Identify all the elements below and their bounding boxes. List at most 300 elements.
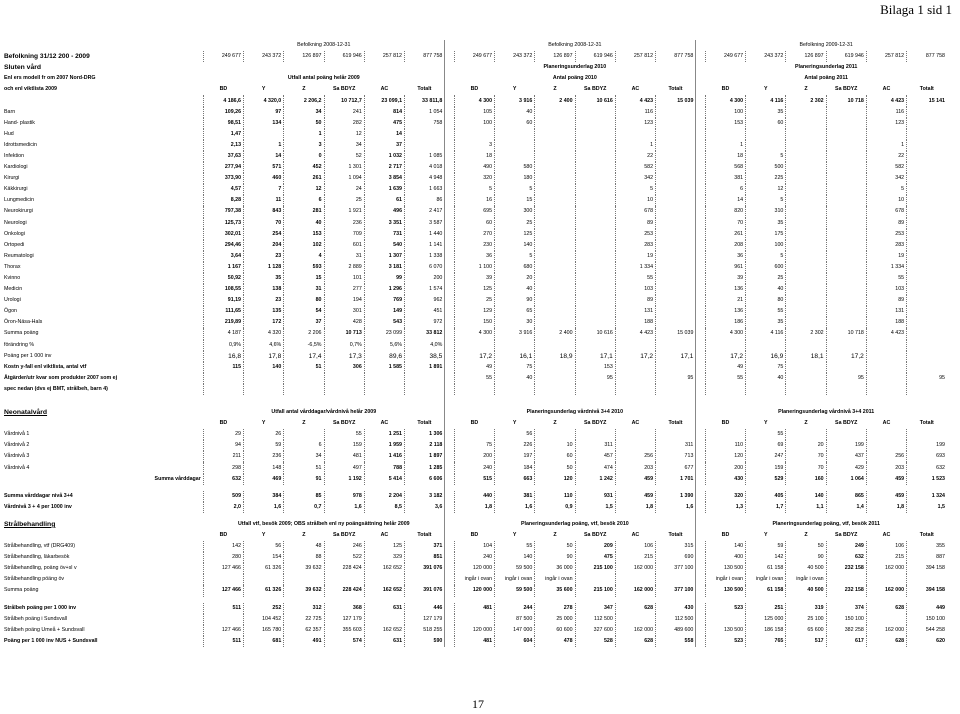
b2-value-3 bbox=[575, 273, 615, 284]
b3-value-0: 320 bbox=[705, 491, 745, 502]
b3-value-1: 5 bbox=[746, 151, 786, 162]
b3-value-3 bbox=[826, 162, 866, 173]
b1-value-2: 22 725 bbox=[284, 614, 324, 625]
b2-value-5: 15 039 bbox=[656, 95, 696, 106]
b2-value-1: 16,1 bbox=[495, 351, 535, 362]
b1-value-3: 1 921 bbox=[324, 206, 364, 217]
b2-value-3: 95 bbox=[575, 373, 615, 384]
b2-value-2: 90 bbox=[535, 552, 575, 563]
b1-value-0: 509 bbox=[203, 491, 243, 502]
b2-value-4: 162 000 bbox=[615, 585, 655, 596]
b2-value-4: 162 000 bbox=[615, 563, 655, 574]
b1-value-2: 3 bbox=[284, 140, 324, 151]
gap-cell bbox=[696, 229, 705, 240]
b2-value-3 bbox=[575, 295, 615, 306]
column-header: Z bbox=[302, 420, 306, 427]
b3-value-0 bbox=[705, 384, 745, 395]
b1-value-2: 1 bbox=[284, 129, 324, 140]
b3-value-5 bbox=[907, 151, 947, 162]
b2-value-1: 197 bbox=[495, 451, 535, 462]
b2-value-0: 17,2 bbox=[454, 351, 494, 362]
gap-cell bbox=[696, 262, 705, 273]
b3-value-0: 6 bbox=[705, 184, 745, 195]
b2-value-3: 619 946 bbox=[575, 51, 615, 62]
b2-value-2 bbox=[535, 195, 575, 206]
b1-value-0: 127 466 bbox=[203, 585, 243, 596]
b1-value-3: 301 bbox=[324, 306, 364, 317]
b3-value-5: 887 bbox=[907, 552, 947, 563]
gap-cell bbox=[445, 541, 454, 552]
b1-value-1: 236 bbox=[244, 451, 284, 462]
b1-value-3: 282 bbox=[324, 118, 364, 129]
b1-value-4: 3 181 bbox=[364, 262, 404, 273]
gap-cell bbox=[696, 195, 705, 206]
b3-value-2 bbox=[786, 306, 826, 317]
b1-value-0: 142 bbox=[203, 541, 243, 552]
b2-value-0: 55 bbox=[454, 373, 494, 384]
b1-value-4: 14 bbox=[364, 129, 404, 140]
b3-value-3: 1,4 bbox=[826, 502, 866, 513]
b3-value-0: 136 bbox=[705, 284, 745, 295]
b2-value-2 bbox=[535, 295, 575, 306]
b2-value-1: 226 bbox=[495, 440, 535, 451]
b1-value-5: 4 948 bbox=[405, 173, 445, 184]
b2-value-4: 459 bbox=[615, 491, 655, 502]
b2-value-1: 580 bbox=[495, 162, 535, 173]
column-header: Totalt bbox=[919, 531, 934, 538]
column-header: Z bbox=[804, 420, 808, 427]
row-label: Neurokirurgi bbox=[4, 208, 33, 215]
column-header: BD bbox=[470, 531, 479, 538]
b3-value-5: 95 bbox=[907, 373, 947, 384]
gap-cell bbox=[445, 73, 454, 84]
column-header: AC bbox=[631, 86, 640, 93]
b2-value-3 bbox=[575, 229, 615, 240]
b2-value-2 bbox=[535, 107, 575, 118]
row-label: Käkkirurgi bbox=[4, 186, 28, 193]
b2-value-5 bbox=[656, 284, 696, 295]
b3-value-4 bbox=[866, 384, 906, 395]
b1-value-1: 1,6 bbox=[244, 502, 284, 513]
b2-value-5 bbox=[656, 574, 696, 585]
b3-value-3: 249 bbox=[826, 541, 866, 552]
b2-value-5 bbox=[656, 229, 696, 240]
b1-value-5: 1 440 bbox=[405, 229, 445, 240]
b2-value-2 bbox=[535, 429, 575, 440]
b3-value-1: 243 372 bbox=[746, 51, 786, 62]
b1-value-3: 10 712,7 bbox=[324, 95, 364, 106]
b1-value-0: 302,01 bbox=[203, 229, 243, 240]
b1-value-5: 6 606 bbox=[405, 474, 445, 485]
b1-value-1: 571 bbox=[244, 162, 284, 173]
b3-value-1: 12 bbox=[746, 184, 786, 195]
b1-value-5: 200 bbox=[405, 273, 445, 284]
b1-value-3: 159 bbox=[324, 440, 364, 451]
b2-value-3 bbox=[575, 574, 615, 585]
gap-cell bbox=[696, 51, 705, 62]
b1-value-0: 111,65 bbox=[203, 306, 243, 317]
b2-value-2 bbox=[535, 129, 575, 140]
b3-value-3: 199 bbox=[826, 440, 866, 451]
b3-value-1: 251 bbox=[746, 603, 786, 614]
b1-value-3: 12 bbox=[324, 129, 364, 140]
b1-value-4: 631 bbox=[364, 603, 404, 614]
b2-value-4 bbox=[615, 384, 655, 395]
b3-value-4: 103 bbox=[866, 284, 906, 295]
b2-value-0 bbox=[454, 384, 494, 395]
b1-value-1: 843 bbox=[244, 206, 284, 217]
b2-value-3 bbox=[575, 140, 615, 151]
b2-value-0: 120 000 bbox=[454, 585, 494, 596]
b2-value-4 bbox=[615, 614, 655, 625]
b1-value-5: 3 182 bbox=[405, 491, 445, 502]
b3-value-4: 4 423 bbox=[866, 95, 906, 106]
b3-value-0: 208 bbox=[705, 240, 745, 251]
b1-value-3: 34 bbox=[324, 140, 364, 151]
gap-cell bbox=[445, 251, 454, 262]
b2-value-5 bbox=[656, 240, 696, 251]
b3-value-4: 22 bbox=[866, 151, 906, 162]
b1-value-5: 391 076 bbox=[405, 563, 445, 574]
b2-value-4: 116 bbox=[615, 107, 655, 118]
b2-value-5: 311 bbox=[656, 440, 696, 451]
b1-value-1: 1 bbox=[244, 140, 284, 151]
gap-cell bbox=[696, 585, 705, 596]
b2-value-4: 4 423 bbox=[615, 328, 655, 339]
b1-value-1: 1 128 bbox=[244, 262, 284, 273]
b3-value-4: 628 bbox=[866, 636, 906, 647]
b1-value-4: 631 bbox=[364, 636, 404, 647]
b1-value-4: 1 639 bbox=[364, 184, 404, 195]
gap-cell bbox=[696, 273, 705, 284]
row-label: Kostn y-fall enl viktlista, antal vtf bbox=[4, 363, 87, 370]
summa-niva-row bbox=[2, 491, 947, 502]
specialty-row bbox=[2, 118, 947, 129]
b1-value-4 bbox=[364, 384, 404, 395]
b1-value-5: 590 bbox=[405, 636, 445, 647]
b2-value-4: 89 bbox=[615, 295, 655, 306]
b3-value-3: 232 158 bbox=[826, 585, 866, 596]
b2-value-5: 17,1 bbox=[656, 351, 696, 362]
b3-value-4: 283 bbox=[866, 240, 906, 251]
b2-value-4: 628 bbox=[615, 603, 655, 614]
b3-value-1: 16,9 bbox=[746, 351, 786, 362]
b1-value-3: 709 bbox=[324, 229, 364, 240]
b3-value-1: 175 bbox=[746, 229, 786, 240]
b2-value-2 bbox=[535, 284, 575, 295]
b2-value-3 bbox=[575, 184, 615, 195]
row-label: Hud bbox=[4, 130, 14, 137]
b2-value-2: 50 bbox=[535, 541, 575, 552]
b2-value-4: 162 000 bbox=[615, 625, 655, 636]
b3-value-5: 150 100 bbox=[907, 614, 947, 625]
b1-value-3: 228 424 bbox=[324, 563, 364, 574]
b1-value-5: 4,0% bbox=[405, 340, 445, 351]
b1-value-3: 1 094 bbox=[324, 173, 364, 184]
b3-value-4: 5 bbox=[866, 184, 906, 195]
b2-value-5: 95 bbox=[656, 373, 696, 384]
b1-value-1: 172 bbox=[244, 317, 284, 328]
b2-value-2 bbox=[535, 273, 575, 284]
b2-value-0: 240 bbox=[454, 552, 494, 563]
b1-value-2: 126 897 bbox=[284, 51, 324, 62]
gap-cell bbox=[445, 474, 454, 485]
gap-cell bbox=[445, 384, 454, 395]
b1-value-0: 1 167 bbox=[203, 262, 243, 273]
b3-value-2: 50 bbox=[786, 541, 826, 552]
b2-value-0: 60 bbox=[454, 218, 494, 229]
b3-value-1: 5 bbox=[746, 195, 786, 206]
b3-value-0: 523 bbox=[705, 603, 745, 614]
b1-value-1: 4 320,0 bbox=[244, 95, 284, 106]
b2-value-5: 877 758 bbox=[656, 51, 696, 62]
b3-value-2 bbox=[786, 240, 826, 251]
row-label: Befolkning 31/12 200 - 2009 bbox=[4, 53, 90, 61]
b1-value-5: 877 758 bbox=[405, 51, 445, 62]
b1-value-2: 12 bbox=[284, 184, 324, 195]
b2-value-3: 215 100 bbox=[575, 563, 615, 574]
b1-value-1: 11 bbox=[244, 195, 284, 206]
column-header: Y bbox=[261, 86, 266, 93]
b3-value-4: 10 bbox=[866, 195, 906, 206]
specialty-row bbox=[2, 306, 947, 317]
b2-value-0: 695 bbox=[454, 206, 494, 217]
b2-value-4: 459 bbox=[615, 474, 655, 485]
b3-value-5 bbox=[907, 195, 947, 206]
b3-value-1: 35 bbox=[746, 218, 786, 229]
b1-value-0: 211 bbox=[203, 451, 243, 462]
b1-value-5: 4 018 bbox=[405, 162, 445, 173]
gap-cell bbox=[696, 107, 705, 118]
row-label: Strålbehandling, poäng öv+sl v bbox=[4, 565, 77, 572]
b2-value-0: 120 000 bbox=[454, 563, 494, 574]
b2-value-5 bbox=[656, 273, 696, 284]
gap-cell bbox=[696, 636, 705, 647]
b2-value-2 bbox=[535, 184, 575, 195]
row-label: Vårdnivå 4 bbox=[4, 464, 30, 471]
b3-value-4: 89 bbox=[866, 218, 906, 229]
b2-value-2: 2 400 bbox=[535, 328, 575, 339]
b2-value-1: 300 bbox=[495, 206, 535, 217]
b1-value-2: 51 bbox=[284, 362, 324, 373]
b1-value-1: 70 bbox=[244, 218, 284, 229]
b1-value-4: 496 bbox=[364, 206, 404, 217]
b1-value-4: 125 bbox=[364, 541, 404, 552]
stral-row bbox=[2, 552, 947, 563]
b3-value-2: 18,1 bbox=[786, 351, 826, 362]
b3-value-3 bbox=[826, 262, 866, 273]
b1-value-1: 252 bbox=[244, 603, 284, 614]
b1-value-5: 3,6 bbox=[405, 502, 445, 513]
b3-value-5 bbox=[907, 295, 947, 306]
b1-value-2: 6 bbox=[284, 195, 324, 206]
b3-value-4: 162 000 bbox=[866, 625, 906, 636]
b2-value-5 bbox=[656, 195, 696, 206]
b1-value-2: 51 bbox=[284, 462, 324, 473]
b1-value-1 bbox=[244, 129, 284, 140]
b3-value-5 bbox=[907, 429, 947, 440]
kostn-row bbox=[2, 362, 947, 373]
b1-value-1: 35 bbox=[244, 273, 284, 284]
b1-value-3: 55 bbox=[324, 429, 364, 440]
b1-value-2: 39 632 bbox=[284, 585, 324, 596]
column-header: Z bbox=[804, 86, 808, 93]
column-header: Totalt bbox=[668, 531, 683, 538]
b2-value-4: 582 bbox=[615, 162, 655, 173]
b1-value-1: 165 780 bbox=[244, 625, 284, 636]
gap-cell bbox=[696, 129, 705, 140]
gap-cell bbox=[445, 162, 454, 173]
gap-cell bbox=[445, 636, 454, 647]
b2-value-1 bbox=[495, 340, 535, 351]
b2-value-0: 230 bbox=[454, 240, 494, 251]
b1-value-0: 3,64 bbox=[203, 251, 243, 262]
b1-value-5 bbox=[405, 129, 445, 140]
b2-value-1: 680 bbox=[495, 262, 535, 273]
b3-value-0: 961 bbox=[705, 262, 745, 273]
b1-value-5: 851 bbox=[405, 552, 445, 563]
gap-cell bbox=[445, 240, 454, 251]
summa-row bbox=[2, 328, 947, 339]
gap-cell bbox=[696, 162, 705, 173]
b3-value-4: 1 bbox=[866, 140, 906, 151]
b2-value-5 bbox=[656, 218, 696, 229]
b3-value-0: 18 bbox=[705, 151, 745, 162]
b1-value-0 bbox=[203, 384, 243, 395]
b3-value-2: 20 bbox=[786, 440, 826, 451]
b3-value-5 bbox=[907, 284, 947, 295]
column-header: AC bbox=[882, 531, 891, 538]
gap-cell bbox=[696, 306, 705, 317]
b1-value-0 bbox=[203, 574, 243, 585]
b3-value-1: 4 116 bbox=[746, 95, 786, 106]
b3-value-1: 61 158 bbox=[746, 585, 786, 596]
b3-value-4: 162 000 bbox=[866, 585, 906, 596]
b1-value-0: 37,63 bbox=[203, 151, 243, 162]
b2-value-1: 65 bbox=[495, 306, 535, 317]
b1-value-4: 1 959 bbox=[364, 440, 404, 451]
b1-value-4: 814 bbox=[364, 107, 404, 118]
b2-value-1: 25 bbox=[495, 218, 535, 229]
b1-value-2: 80 bbox=[284, 295, 324, 306]
gap-cell bbox=[445, 328, 454, 339]
b1-value-4: 475 bbox=[364, 118, 404, 129]
b2-value-5 bbox=[656, 206, 696, 217]
b3-value-0: 49 bbox=[705, 362, 745, 373]
b3-value-2: 2 302 bbox=[786, 328, 826, 339]
b2-value-1: 87 500 bbox=[495, 614, 535, 625]
b2-value-0: 249 677 bbox=[454, 51, 494, 62]
b3-value-5: 632 bbox=[907, 462, 947, 473]
gap-cell bbox=[445, 295, 454, 306]
b3-value-2: 319 bbox=[786, 603, 826, 614]
b2-value-4: 10 bbox=[615, 195, 655, 206]
b3-value-0: 21 bbox=[705, 295, 745, 306]
b1-value-2 bbox=[284, 429, 324, 440]
b3-value-5: 620 bbox=[907, 636, 947, 647]
b1-value-0: 127 466 bbox=[203, 625, 243, 636]
gap-cell bbox=[696, 418, 705, 429]
gap-cell bbox=[696, 84, 705, 95]
row-label: Åtgärder/utr kvar som produkter 2007 som ej bbox=[4, 374, 118, 381]
b1-value-1: 7 bbox=[244, 184, 284, 195]
b3-value-3 bbox=[826, 340, 866, 351]
b1-value-5: 371 bbox=[405, 541, 445, 552]
b1-value-5: 446 bbox=[405, 603, 445, 614]
b3-value-0: 17,2 bbox=[705, 351, 745, 362]
b2-value-4: 1,8 bbox=[615, 502, 655, 513]
b2-value-5 bbox=[656, 306, 696, 317]
row-label: Kvinno bbox=[4, 275, 21, 282]
b2-value-1: 60 bbox=[495, 118, 535, 129]
column-header: AC bbox=[882, 86, 891, 93]
row-label: Strålbehandling, läkarbesök bbox=[4, 554, 70, 561]
b2-value-3 bbox=[575, 206, 615, 217]
b3-planering: Planeringsunderlag 2011 bbox=[794, 64, 858, 71]
b1-value-2: 102 bbox=[284, 240, 324, 251]
b1-value-3: 2 889 bbox=[324, 262, 364, 273]
b2-value-1: 90 bbox=[495, 295, 535, 306]
column-header: Z bbox=[302, 531, 306, 538]
b3-value-4 bbox=[866, 440, 906, 451]
b1-value-2: 0 bbox=[284, 151, 324, 162]
b1-value-2: 2 206,2 bbox=[284, 95, 324, 106]
b2-value-0 bbox=[454, 429, 494, 440]
b2-value-5 bbox=[656, 362, 696, 373]
gap-cell bbox=[445, 218, 454, 229]
b3-value-1: 40 bbox=[746, 373, 786, 384]
b3-value-1: 75 bbox=[746, 362, 786, 373]
column-header: Sa BDYZ bbox=[835, 420, 858, 427]
gap-cell bbox=[696, 384, 705, 395]
gap-cell bbox=[696, 73, 705, 84]
b1-value-1: 17,8 bbox=[244, 351, 284, 362]
b3-value-1: 142 bbox=[746, 552, 786, 563]
column-header: Totalt bbox=[919, 420, 934, 427]
b3-value-5 bbox=[907, 118, 947, 129]
gap-cell bbox=[696, 574, 705, 585]
b1-value-2: 48 bbox=[284, 541, 324, 552]
stral-per1000-row bbox=[2, 603, 947, 614]
row-label bbox=[2, 530, 203, 541]
b3-value-0: 381 bbox=[705, 173, 745, 184]
b2-value-3: 1,5 bbox=[575, 502, 615, 513]
b3-value-0: 1 bbox=[705, 140, 745, 151]
b2-value-5 bbox=[656, 429, 696, 440]
column-header: AC bbox=[882, 420, 891, 427]
gap-cell bbox=[445, 95, 454, 106]
row-label: Summa vårddagar nivå 3+4 bbox=[4, 492, 73, 499]
b3-value-1: 55 bbox=[746, 306, 786, 317]
b3-value-0: 39 bbox=[705, 273, 745, 284]
b1-value-2: 17,4 bbox=[284, 351, 324, 362]
b3-value-4: 162 000 bbox=[866, 563, 906, 574]
gap-cell bbox=[445, 563, 454, 574]
b2-value-1: 40 bbox=[495, 284, 535, 295]
b3-value-3: 1 064 bbox=[826, 474, 866, 485]
enl-modell-label: Enl ers modell fr om 2007 Nord-DRG bbox=[4, 75, 96, 82]
b2-value-4: 283 bbox=[615, 240, 655, 251]
b2-value-1: 56 bbox=[495, 429, 535, 440]
gap-cell bbox=[445, 140, 454, 151]
b3-value-1: 186 158 bbox=[746, 625, 786, 636]
b2-value-2: 50 bbox=[535, 462, 575, 473]
b2-value-1: 59 500 bbox=[495, 585, 535, 596]
b2-value-3 bbox=[575, 284, 615, 295]
row-label bbox=[2, 418, 203, 429]
atgarder-row bbox=[2, 373, 947, 384]
specialty-row bbox=[2, 206, 947, 217]
